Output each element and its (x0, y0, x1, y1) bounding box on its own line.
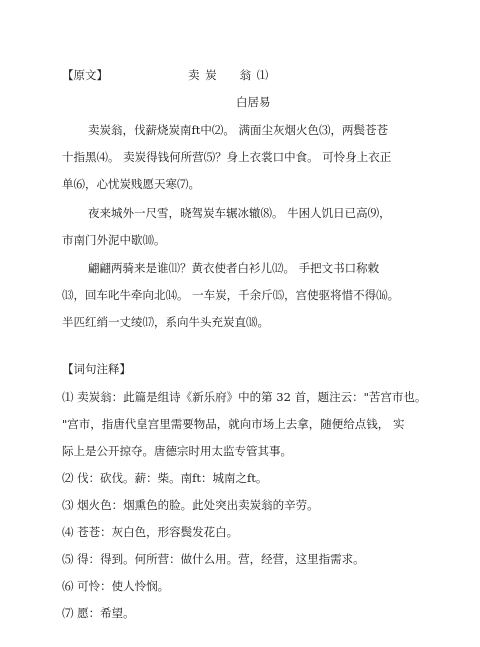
note-line: ⑶ 烟火色：烟熏色的脸。此处突出卖炭翁的辛劳。 (62, 498, 319, 512)
note-line: ⑷ 苍苍：灰白色，形容鬓发花白。 (62, 525, 239, 539)
poem-line: 单⑹，心忧炭贱愿天寒⑺。 (62, 177, 200, 191)
poem-title (188, 67, 269, 83)
poem-title-part2: 翁 ⑴ (239, 68, 270, 82)
poem-line: 十指黑⑷。 卖炭得钱何所营⑸？身上衣裳口中食。 可怜身上衣正 (62, 150, 392, 164)
poem-author: 白居易 (236, 95, 271, 109)
poem-line: 夜来城外一尺雪，晓驾炭车辗冰辙⑻。 牛困人饥日已高⑼， (88, 206, 391, 220)
note-line: ⑺ 愿：希望。 (62, 606, 135, 620)
original-heading: 【原文】 (62, 68, 108, 82)
notes-heading: 【词句注释】 (62, 362, 131, 376)
poem-line: 半匹红绡一丈绫⒄，系向牛头充炭直⒅。 (62, 315, 269, 329)
note-line: 际上是公开掠夺。唐德宗时用太监专管其事。 (62, 444, 292, 458)
poem-line: 卖炭翁，伐薪烧炭南ft中⑵。 满面尘灰烟火色⑶，两鬓苍苍 (88, 123, 389, 137)
note-line: "宫市，指唐代皇宫里需要物品，就向市场上去拿，随便给点钱， 实 (62, 417, 405, 431)
note-line: ⑹ 可怜：使人怜悯。 (62, 579, 170, 593)
note-line: ⑸ 得：得到。何所营：做什么用。营，经营，这里指需求。 (62, 552, 365, 566)
note-line: ⑵ 伐：砍伐。薪：柴。南ft：城南之ft。 (62, 471, 268, 485)
poem-title-part1: 卖 炭 (188, 68, 218, 82)
poem-line: 翩翩两骑来是谁⑾？黄衣使者白衫儿⑿。 手把文书口称敕 (88, 261, 380, 275)
poem-line: 市南门外泥中歇⑽。 (62, 233, 166, 247)
note-line: ⑴ 卖炭翁：此篇是组诗《新乐府》中的第 32 首，题注云："苦宫市也。 (62, 390, 427, 404)
poem-line: ⒀，回车叱牛牵向北⒁。 一车炭，千余斤⒂，宫使驱将惜不得⒃。 (62, 288, 400, 302)
